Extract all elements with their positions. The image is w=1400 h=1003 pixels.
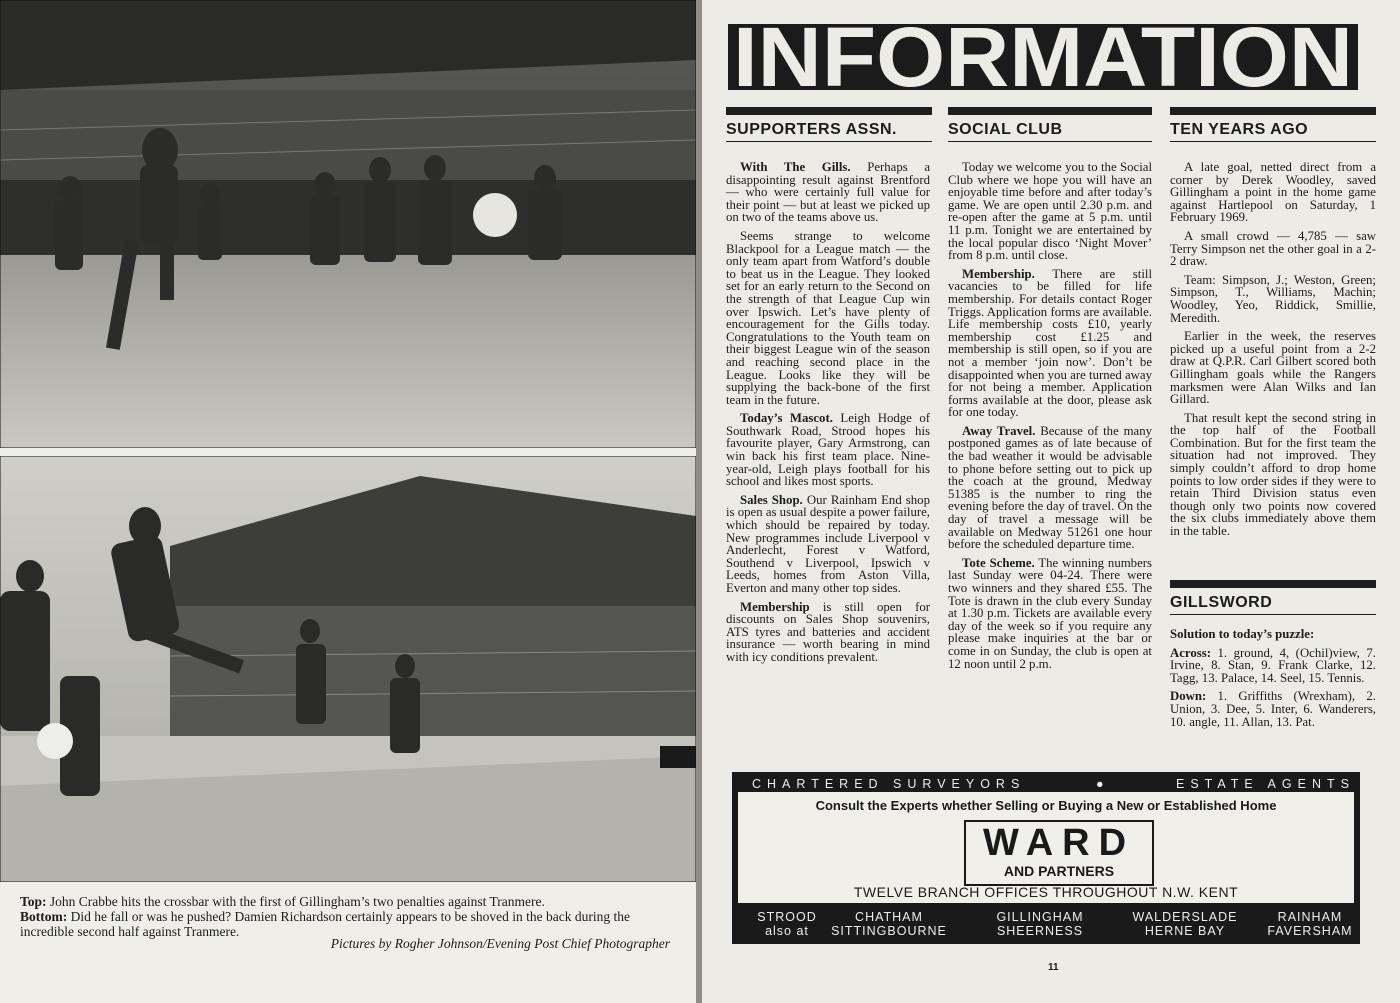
caption-top-label: Top: xyxy=(20,894,47,909)
blackpool-text: Seems strange to welcome Blackpool for a League match — the only team apart from Watford’s double to beat us in the League. They looked set for an early return to the Second on the strength of that League Cup win over Ipswich. Let’s have plenty of encouragement for the Gills today. Congratulations to the Youth team on their biggest League win of the season and reaching second place in the League. Looks like they will be supplying the back-bone of the first team in the future. xyxy=(726,228,930,407)
sales-shop-lead: Sales Shop. xyxy=(740,492,803,507)
gillsword-heading-block xyxy=(1170,580,1376,616)
ward-name: WARD xyxy=(982,822,1136,864)
ten-years-p1: A late goal, netted direct from a corner by Derek Woodley, saved Gillingham a point in the home game against Hartlepool on Saturday, 1 February 1969. xyxy=(1170,160,1376,225)
chartered-surveyors-label: CHARTERED SURVEYORS xyxy=(752,777,1026,791)
caption-bottom-text: Did he fall or was he pushed? Damien Richardson certainly appears to be shoved in the back during the incredible second half against Tranmere. xyxy=(20,909,630,939)
town-line2: FAVERSHAM xyxy=(1267,924,1353,938)
gillsword-column xyxy=(1170,628,1376,734)
ward-partners-advert xyxy=(732,772,1360,944)
and-partners: AND PARTNERS xyxy=(1003,863,1115,879)
town-gillingham xyxy=(970,910,1110,938)
away-travel-text: Because of the many postponed games as of late because of the bad weather it would be advisable to phone before setting out to pick up the coach at the ground, Medway 51385 is the number to ring the evening before the day of travel. On the day of travel a message will be available on Medway 51261 one hour before the scheduled departure time. xyxy=(948,423,1152,552)
supporters-heading: SUPPORTERS ASSN. xyxy=(726,121,897,138)
social-welcome-text: Today we welcome you to the Social Club where we hope you will have an enjoyable time before and after today’s game. We are open until 2.30 p.m. and re-open after the game at 5 p.m. until 11 p.m. Tonight we are entertained by the local popular disco ‘Night Mover’ from 8 p.m. until close. xyxy=(948,160,1152,263)
ten-years-p3: Team: Simpson, J.; Weston, Green; Simpson, T., Williams, Machin; Woodley, Yeo, Riddick, Smillie, Meredith. xyxy=(1170,272,1376,325)
gillsword-heading: GILLSWORD xyxy=(1170,594,1273,611)
social-membership-text: There are still vacancies to be filled for life membership. For details contact Roger Triggs. Application forms are available. Life membership costs £10, yearly membership cost £1.25 and membership is still open, so if you are not a member ‘join now’. Don’t be disappointed when you are turned away for not being a member. Application forms available at the door, please ask for one today. xyxy=(948,266,1152,420)
across-lead: Across: xyxy=(1170,645,1211,660)
ten-years-p5: That result kept the second string in the top half of the Football Combination. But for the first team the situation had not improved. They simply couldn’t afford to drop home points to low order sides if they were to retain Third Division status even though only two points now covered the six clubs immediately above them in the table. xyxy=(1170,410,1376,539)
bullet-dot: ● xyxy=(1096,777,1104,791)
photo-bottom-challenge xyxy=(0,456,696,882)
ten-years-column xyxy=(1170,161,1376,544)
masthead-information xyxy=(728,24,1358,90)
page-number: 11 xyxy=(1048,962,1059,973)
estate-agents-label: ESTATE AGENTS xyxy=(1176,777,1355,791)
ten-years-heading: TEN YEARS AGO xyxy=(1170,121,1309,138)
social-heading-block xyxy=(948,107,1152,143)
town-line2: SITTINGBOURNE xyxy=(831,924,947,938)
membership-discount-text: is still open for discounts on Sales Shop souvenirs, ATS tyres and batteries and accident insurance — worth bearing in mind with icy conditions prevalent. xyxy=(726,599,930,664)
consult-line: Consult the Experts whether Selling or Buying a New or Established Home xyxy=(815,798,1277,813)
social-heading: SOCIAL CLUB xyxy=(948,121,1063,138)
ten-years-p2: A small crowd — 4,785 — saw Terry Simpson net the other goal in a 2-2 draw. xyxy=(1170,228,1376,269)
advert-panel xyxy=(738,792,1354,903)
across-answers: 1. ground, 4, (Ochil)view, 7. Irvine, 8. Stan, 9. Frank Clarke, 12. Tagg, 13. Palace, 14. Seel, 15. Tennis. xyxy=(1170,645,1376,685)
tote-scheme-text: The winning numbers last Sunday were 04-24. There were two winners and they shared £55. The Tote is drawn in the club every Sunday at 1.30 p.m. Tickets are available every day of the week so if you require any please make inquiries at the bar or come in on Sunday, the club is open at 12 noon until 2 p.m. xyxy=(948,555,1152,671)
with-gills-text: Perhaps a disappointing result against Brentford — who were certainly full value for their point — but at least we picked up on two of the teams above us. xyxy=(726,160,930,225)
town-line1: GILLINGHAM xyxy=(996,910,1084,924)
right-page xyxy=(702,0,1400,1003)
town-rainham xyxy=(1260,910,1360,938)
town-walderslade xyxy=(1120,910,1250,938)
mascot-lead: Today’s Mascot. xyxy=(740,411,833,426)
town-chatham xyxy=(824,910,954,938)
tote-scheme-lead: Tote Scheme. xyxy=(962,555,1035,570)
photo-credit: Pictures by Rogher Johnson/Evening Post Chief Photographer xyxy=(330,936,670,951)
ten-years-heading-block xyxy=(1170,107,1376,143)
town-line2: SHEERNESS xyxy=(996,924,1084,938)
caption-bottom-label: Bottom: xyxy=(20,909,68,924)
supporters-heading-block xyxy=(726,107,932,143)
town-strood xyxy=(752,910,822,938)
town-line1: CHATHAM xyxy=(855,910,923,924)
photo-caption xyxy=(20,894,680,939)
solution-heading: Solution to today’s puzzle: xyxy=(1170,627,1315,641)
mascot-text: Leigh Hodge of Southwark Road, Strood hopes his favourite player, Gary Armstrong, can win back his first team place. Nine-year-old, Leigh plays football for his school and likes most sports. xyxy=(726,411,930,489)
ten-years-p4: Earlier in the week, the reserves picked up a useful point from a 2-2 draw at Q.P.R. Carl Gilbert scored both Gillingham goals while the Rangers marksmen were Alan Wilks and Ian Gillard. xyxy=(1170,329,1376,407)
away-travel-lead: Away Travel. xyxy=(962,423,1036,438)
branch-offices-line: TWELVE BRANCH OFFICES THROUGHOUT N.W. KENT xyxy=(853,884,1239,900)
supporters-column xyxy=(726,161,930,670)
down-lead: Down: xyxy=(1170,689,1207,704)
caption-top-text: John Crabbe hits the crossbar with the first of Gillingham’s two penalties against Tranmere. xyxy=(46,894,545,909)
masthead-text: INFORMATION xyxy=(733,24,1353,90)
left-page xyxy=(0,0,696,1003)
town-line1: WALDERSLADE xyxy=(1132,910,1238,924)
sales-shop-text: Our Rainham End shop is open as usual despite a power failure, which should be repaired by today. New programmes include Liverpool v Anderlecht, Forest v Watford, Southend v Liverpool, Ipswich v Leeds, homes from Aston Villa, Everton and many other top sides. xyxy=(726,492,930,595)
with-gills-lead: With The Gills. xyxy=(740,160,851,174)
social-membership-lead: Membership. xyxy=(962,266,1035,281)
town-line2: HERNE BAY xyxy=(1144,924,1226,938)
photo-top-penalty xyxy=(0,0,696,448)
town-line1: RAINHAM xyxy=(1277,910,1343,924)
down-answers: 1. Griffiths (Wrexham), 2. Union, 3. Dee, 5. Inter, 6. Wanderers, 10. angle, 11. Allan, 13. Pat. xyxy=(1170,689,1376,729)
town-line1: STROOD xyxy=(757,910,817,924)
social-column xyxy=(948,161,1152,676)
town-line2: also at xyxy=(765,924,809,938)
membership-discount-lead: Membership xyxy=(740,599,810,614)
ward-logo xyxy=(964,820,1154,886)
